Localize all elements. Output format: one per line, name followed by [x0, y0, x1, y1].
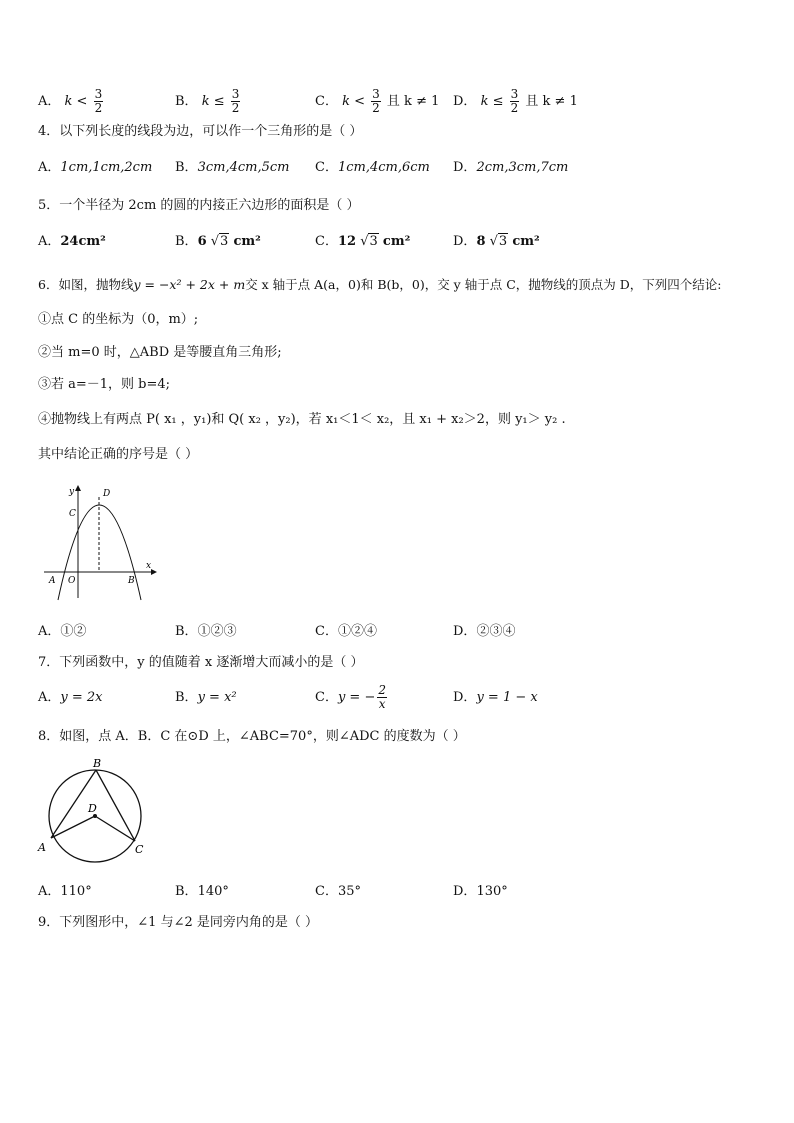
q3-option-d[interactable] — [453, 88, 578, 115]
q4-option-a[interactable] — [38, 160, 152, 176]
q4-stem: 4．以下列长度的线段为边，可以作一个三角形的是（ ） — [38, 124, 363, 139]
q3-option-a[interactable] — [38, 88, 105, 115]
q9-stem: 9．下列图形中，∠1 与∠2 是同旁内角的是（ ） — [38, 915, 318, 930]
label-D: D — [88, 802, 97, 815]
fraction — [377, 684, 387, 711]
q8-option-c[interactable] — [315, 884, 361, 900]
label-C: C — [69, 509, 76, 519]
q6-option-a[interactable] — [38, 624, 86, 640]
segment-BC — [96, 770, 135, 841]
q6-stem-a: 6．如图，抛物线 — [38, 277, 134, 292]
option-label: B． — [175, 690, 198, 705]
option-label: D． — [453, 234, 477, 249]
q7-option-a[interactable] — [38, 690, 103, 706]
option-label: C． — [315, 690, 338, 705]
q5-option-a[interactable] — [38, 234, 106, 250]
fraction-den: 2 — [372, 101, 380, 115]
q7-stem: 7．下列函数中，y 的值随着 x 逐渐增大而减小的是（ ） — [38, 655, 364, 670]
fraction-num: 3 — [510, 87, 519, 101]
option-label: A． — [38, 884, 61, 899]
q4-option-d[interactable] — [453, 160, 568, 176]
option-label: B． — [175, 884, 198, 899]
option-label: A． — [38, 624, 61, 639]
option-label: C． — [315, 624, 338, 639]
option-unit: cm² — [233, 234, 261, 249]
fraction-num: 3 — [231, 87, 240, 101]
parabola-figure — [40, 480, 165, 602]
q7-option-b[interactable] — [175, 690, 237, 706]
fraction-den: 2 — [231, 101, 240, 115]
sqrt-icon: √ — [489, 234, 498, 249]
option-text: 1cm,1cm,2cm — [60, 160, 153, 175]
q6-option-c[interactable] — [315, 624, 377, 640]
fraction — [371, 88, 381, 115]
q7-option-d[interactable] — [453, 690, 538, 706]
q5-option-c[interactable] — [315, 234, 410, 250]
option-text: ①② — [60, 624, 87, 639]
label-B: B — [93, 757, 102, 770]
option-label: A． — [38, 94, 61, 109]
option-label: C． — [315, 94, 338, 109]
fraction-num: 3 — [372, 87, 380, 101]
option-text: 130° — [476, 884, 508, 899]
label-x: x — [146, 561, 152, 571]
option-label: D． — [453, 160, 477, 175]
option-expr: k < — [64, 94, 92, 109]
fraction-den: x — [378, 697, 386, 711]
q6-conclusion-1: ①点 C 的坐标为（0，m）; — [38, 312, 199, 327]
q6-option-d[interactable] — [453, 624, 515, 640]
fraction-num: 3 — [94, 87, 103, 101]
option-text: ①②③ — [197, 624, 237, 639]
option-label: A． — [38, 234, 61, 249]
fraction — [510, 88, 520, 115]
option-coef: 12 — [337, 234, 357, 249]
sqrt-icon: √ — [210, 234, 220, 249]
label-O: O — [68, 576, 76, 586]
label-A: A — [38, 841, 46, 854]
option-text: 110° — [60, 884, 92, 899]
q4-option-c[interactable] — [315, 160, 430, 176]
option-label: C． — [315, 234, 338, 249]
option-text: 140° — [197, 884, 229, 899]
label-D: D — [103, 489, 111, 499]
option-coef: 24 — [60, 234, 79, 249]
fraction-num: 2 — [378, 683, 386, 697]
option-radicand: 3 — [498, 234, 508, 249]
circle-figure — [36, 754, 154, 866]
option-radicand: 3 — [369, 234, 378, 249]
option-text: 3cm,4cm,5cm — [197, 160, 290, 175]
q6-conclusion-4: ④抛物线上有两点 P( x₁ ，y₁)和 Q( x₂ ，y₂)，若 x₁＜1＜ x₂，且 x₁ + x₂＞2，则 y₁＞ y₂ . — [38, 412, 566, 427]
option-label: B． — [175, 624, 198, 639]
q5-stem: 5．一个半径为 2cm 的圆的内接正六边形的面积是（ ） — [38, 198, 360, 213]
option-label: D． — [453, 624, 477, 639]
option-label: B． — [175, 160, 198, 175]
option-label: C． — [315, 160, 338, 175]
q6-conclusion-3: ③若 a=－1，则 b=4; — [38, 377, 171, 392]
q8-option-a[interactable] — [38, 884, 92, 900]
q6-conclusion-2: ②当 m=0 时，△ABD 是等腰直角三角形; — [38, 345, 282, 360]
option-unit: cm² — [78, 234, 106, 249]
option-text: 2cm,3cm,7cm — [476, 160, 569, 175]
q8-option-d[interactable] — [453, 884, 508, 900]
option-text: y = 2x — [60, 690, 103, 705]
q6-stem-b: 交 x 轴于点 A(a，0)和 B(b，0)，交 y 轴于点 C，抛物线的顶点为 D，下列四个结论: — [245, 277, 722, 292]
label-y: y — [69, 487, 75, 497]
fraction — [94, 88, 104, 115]
q3-option-b[interactable] — [175, 88, 242, 115]
segment-DC — [95, 816, 135, 841]
q3-option-c[interactable] — [315, 88, 439, 115]
option-label: B． — [175, 94, 198, 109]
q7-option-c[interactable] — [315, 684, 389, 711]
option-text: 1cm,4cm,6cm — [337, 160, 430, 175]
fraction — [231, 88, 241, 115]
label-B: B — [128, 576, 135, 586]
option-coef: 6 — [197, 234, 207, 249]
option-label: B． — [175, 234, 198, 249]
option-label: A． — [38, 690, 61, 705]
q6-stem — [38, 277, 721, 293]
option-expr: k ≤ — [480, 94, 508, 109]
option-radicand: 3 — [220, 234, 229, 249]
sqrt-icon: √ — [360, 234, 369, 249]
q4-option-b[interactable] — [175, 160, 289, 176]
label-C: C — [135, 843, 144, 856]
option-text: 35° — [337, 884, 361, 899]
option-label: C． — [315, 884, 338, 899]
option-text: ①②④ — [337, 624, 377, 639]
fraction-den: 2 — [94, 101, 103, 115]
label-A: A — [49, 576, 56, 586]
option-coef: 8 — [476, 234, 486, 249]
option-expr: k ≤ — [201, 94, 229, 109]
option-label: A． — [38, 160, 61, 175]
option-label: D． — [453, 884, 477, 899]
option-label: D． — [453, 690, 477, 705]
option-tail: 且 k ≠ 1 — [525, 94, 578, 109]
option-text: y = x² — [197, 690, 237, 705]
option-text: y = 1 − x — [476, 690, 538, 705]
q6-option-b[interactable] — [175, 624, 237, 640]
option-label: D． — [453, 94, 477, 109]
q5-option-b[interactable] — [175, 234, 261, 250]
q6-formula: y = −x² + 2x + m — [133, 277, 246, 292]
option-text: ②③④ — [476, 624, 516, 639]
q6-ask: 其中结论正确的序号是（ ） — [38, 447, 199, 462]
option-unit: cm² — [512, 234, 540, 249]
option-pre: y = − — [337, 690, 376, 705]
option-tail: 且 k ≠ 1 — [386, 94, 440, 109]
q5-option-d[interactable] — [453, 234, 540, 250]
fraction-den: 2 — [510, 101, 519, 115]
option-unit: cm² — [382, 234, 411, 249]
q8-option-b[interactable] — [175, 884, 229, 900]
q8-stem: 8．如图，点 A．B．C 在⊙D 上，∠ABC=70°，则∠ADC 的度数为（ ） — [38, 729, 466, 744]
option-expr: k < — [342, 94, 370, 109]
